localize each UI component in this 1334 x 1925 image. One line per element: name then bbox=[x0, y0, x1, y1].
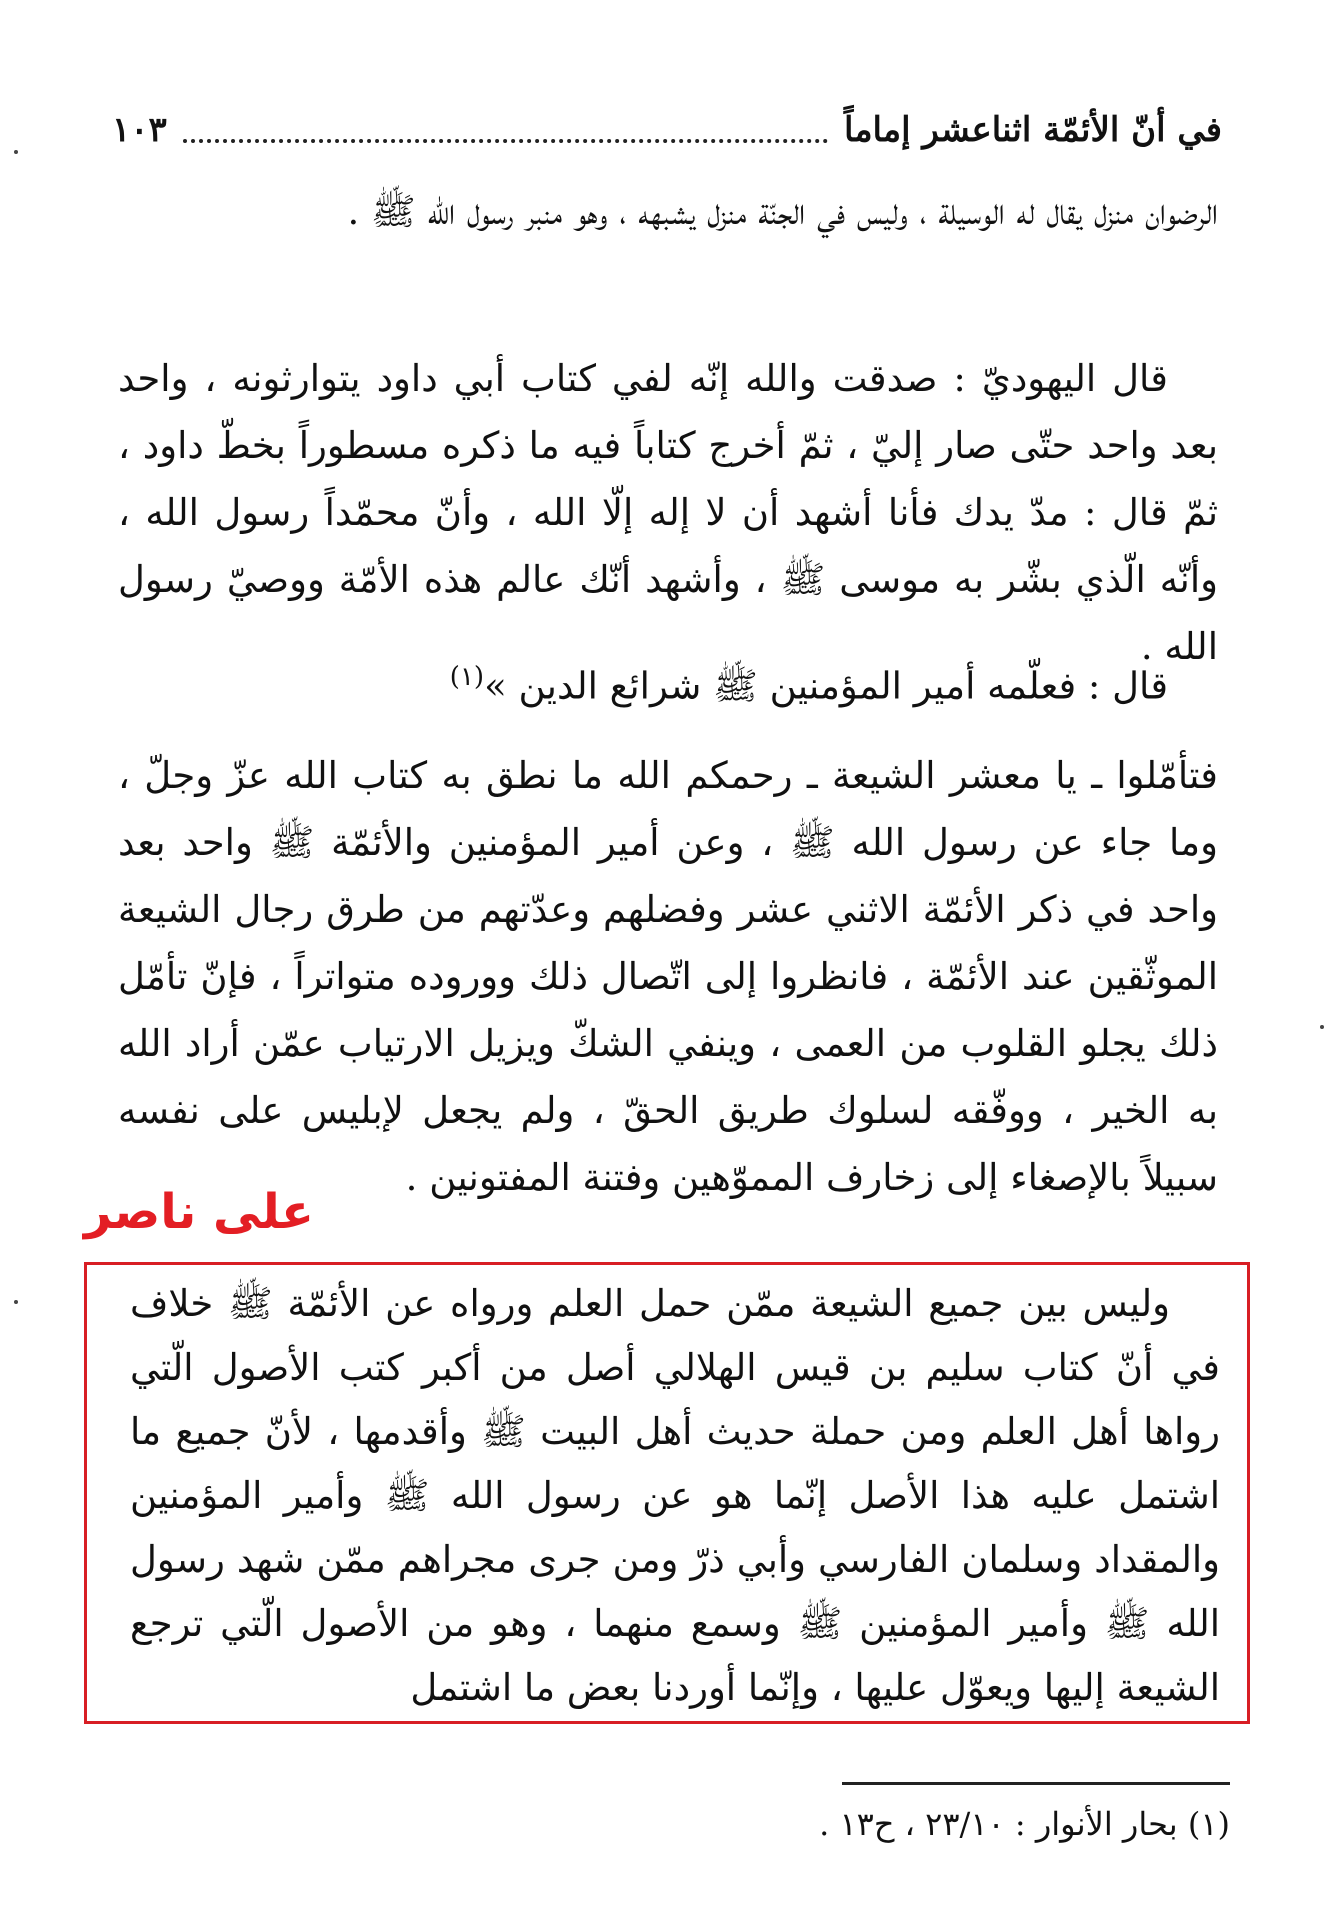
margin-mark bbox=[14, 1300, 18, 1304]
footnote-reference: (١) bbox=[449, 662, 485, 692]
highlighted-text: وليس بين جميع الشيعة ممّن حمل العلم ورواه عن الأئمّة ﷺ خلاف في أنّ كتاب سليم بن قيس الهلالي أصل من أكبر كتب الأصول الّتي رواها أهل العلم ومن حملة حديث أهل البيت ﷺ وأقدمها ، لأنّ جميع ما اشتمل عليه هذا الأصل إنّما هو عن رسول الله ﷺ وأمير المؤمنين والمقداد وسلمان الفارسي وأبي ذرّ ومن جرى مجراهم ممّن شهد رسول الله ﷺ وأمير المؤمنين ﷺ وسمع منهما ، وهو من الأصول الّتي ترجع الشيعة إليها ويعوّل عليها ، وإنّما أوردنا بعض ما اشتمل bbox=[130, 1282, 1220, 1709]
paragraph-text: قال اليهوديّ : صدقت والله إنّه لفي كتاب أبي داود يتوارثونه ، واحد بعد واحد حتّى صار إليّ ، ثمّ أخرج كتاباً فيه ما ذكره مسطوراً بخطّ داود ، ثمّ قال : مدّ يدك فأنا أشهد أن لا إله إلّا الله ، وأنّ محمّداً رسول الله ، وأنّه الّذي بشّر به موسى ﷺ ، وأشهد أنّك عالم هذه الأمّة ووصيّ رسول الله . bbox=[118, 357, 1218, 668]
page-number: ١٠٣ bbox=[112, 110, 167, 150]
paragraph-2 bbox=[118, 345, 1218, 680]
margin-mark bbox=[14, 150, 18, 154]
paragraph-3-text: قال : فعلّمه أمير المؤمنين ﷺ شرائع الدين » bbox=[484, 664, 1168, 708]
paragraph-text bbox=[118, 644, 1218, 719]
running-header bbox=[112, 100, 1222, 160]
footnote-rule bbox=[842, 1782, 1230, 1785]
paragraph-4 bbox=[118, 742, 1218, 1211]
highlighted-passage bbox=[130, 1272, 1220, 1720]
paragraph-text: الرضوان منزل يقال له الوسيلة ، وليس في الجنّة منزل يشبهه ، وهو منبر رسول الله ﷺ . bbox=[347, 190, 1218, 233]
footnote: (١) بحار الأنوار : ٢٣/١٠ ، ح١٣ . bbox=[819, 1805, 1230, 1843]
header-dot-leader bbox=[183, 117, 828, 143]
watermark-label: على ناصر bbox=[84, 1184, 314, 1240]
paragraph-3 bbox=[118, 644, 1218, 719]
margin-mark bbox=[1320, 1025, 1324, 1029]
chapter-title: في أنّ الأئمّة اثناعشر إماماً bbox=[843, 110, 1222, 150]
paragraph-text: فتأمّلوا ـ يا معشر الشيعة ـ رحمكم الله ما نطق به كتاب الله عزّ وجلّ ، وما جاء عن رسول الله ﷺ ، وعن أمير المؤمنين والأئمّة ﷺ واحد بعد واحد في ذكر الأئمّة الاثني عشر وفضلهم وعدّتهم من طرق رجال الشيعة الموثّقين عند الأئمّة ، فانظروا إلى اتّصال ذلك ووروده متواتراً ، فإنّ تأمّل ذلك يجلو القلوب من العمى ، وينفي الشكّ ويزيل الارتياب عمّن أراد الله به الخير ، ووفّقه لسلوك طريق الحقّ ، ولم يجعل لإبليس على نفسه سبيلاً بالإصغاء إلى زخارف المموّهين وفتنة المفتونين . bbox=[118, 754, 1218, 1199]
paragraph-1 bbox=[118, 178, 1218, 245]
